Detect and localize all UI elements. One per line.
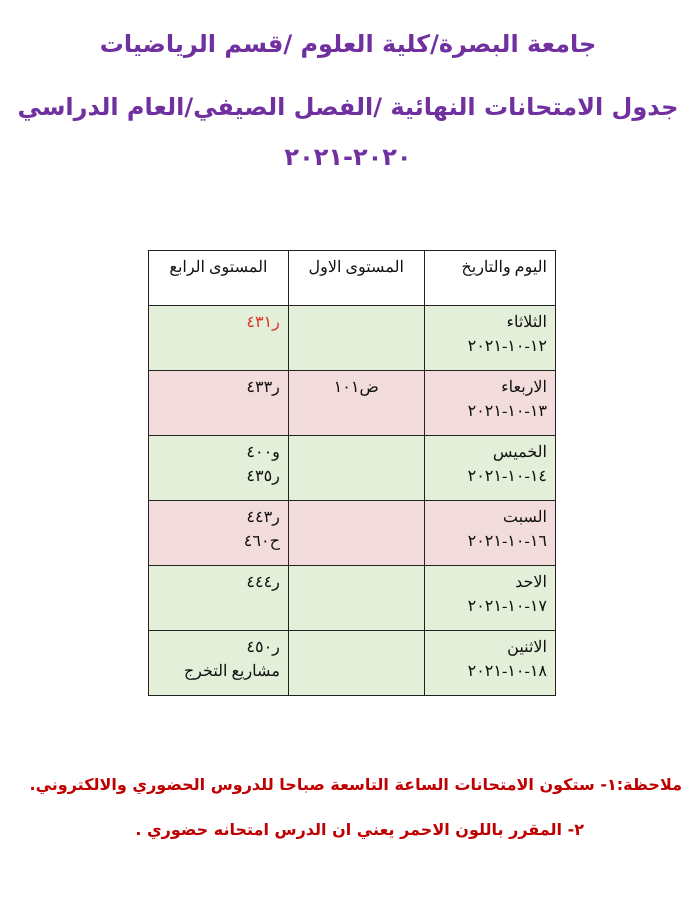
day-date-cell	[424, 631, 555, 696]
note-1: ملاحظة:١- ستكون الامتحانات الساعة التاسعة صباحا للدروس الحضوري والالكتروني.	[29, 775, 682, 794]
level-1-cell	[288, 566, 424, 631]
level-4-cell	[149, 436, 289, 501]
day-date-cell	[424, 566, 555, 631]
exam-date: ١٤-١٠-٢٠٢١	[467, 468, 547, 485]
academic-year: ٢٠٢٠-٢٠٢١	[284, 143, 412, 171]
level-4-cell	[149, 501, 289, 566]
table-row	[149, 631, 556, 696]
header-level-4: المستوى الرابع	[149, 251, 289, 306]
day-date-cell	[424, 371, 555, 436]
day-name: الثلاثاء	[506, 314, 547, 331]
day-name: الخميس	[492, 444, 547, 461]
graduation-projects: مشاريع التخرج	[183, 663, 280, 680]
table-row	[149, 501, 556, 566]
course-code: ر٤٣١	[246, 314, 280, 331]
course-code: ر٤٣٥	[246, 468, 280, 485]
exam-schedule-table	[148, 250, 556, 696]
exam-date: ١٢-١٠-٢٠٢١	[467, 338, 547, 355]
level-1-cell: ض١٠١	[288, 371, 424, 436]
level-4-cell	[149, 306, 289, 371]
day-name: الاثنين	[507, 639, 547, 656]
course-code: ح٤٦٠	[243, 533, 280, 550]
day-name: الاحد	[515, 574, 547, 591]
day-name: السبت	[502, 509, 547, 526]
university-title: جامعة البصرة/كلية العلوم /قسم الرياضيات	[99, 30, 597, 58]
table-row	[149, 306, 556, 371]
day-date-cell	[424, 306, 555, 371]
level-1-cell	[288, 631, 424, 696]
table-row	[149, 371, 556, 436]
level-1-cell	[288, 501, 424, 566]
course-code: ر٤٤٤	[246, 574, 280, 591]
course-code: ر٤٣٣	[246, 379, 280, 396]
level-4-cell	[149, 566, 289, 631]
level-4-cell	[149, 631, 289, 696]
schedule-title: جدول الامتحانات النهائية /الفصل الصيفي/العام الدراسي	[17, 93, 679, 121]
level-1-cell	[288, 306, 424, 371]
note-2: ٢- المقرر باللون الاحمر يعني ان الدرس امتحانه حضوري .	[135, 820, 584, 839]
day-date-cell	[424, 436, 555, 501]
table-row	[149, 566, 556, 631]
exam-date: ١٧-١٠-٢٠٢١	[467, 598, 547, 615]
exam-date: ١٦-١٠-٢٠٢١	[467, 533, 547, 550]
header-level-1: المستوى الاول	[288, 251, 424, 306]
day-date-cell	[424, 501, 555, 566]
header-day-date: اليوم والتاريخ	[424, 251, 555, 306]
table-row	[149, 436, 556, 501]
course-code: ر٤٥٠	[246, 639, 280, 656]
level-1-cell	[288, 436, 424, 501]
exam-date: ١٣-١٠-٢٠٢١	[467, 403, 547, 420]
level-4-cell	[149, 371, 289, 436]
table-header-row	[149, 251, 556, 306]
day-name: الاربعاء	[501, 379, 547, 396]
course-code: ر٤٤٣	[246, 509, 280, 526]
course-code: و٤٠٠	[246, 444, 280, 461]
exam-date: ١٨-١٠-٢٠٢١	[467, 663, 547, 680]
